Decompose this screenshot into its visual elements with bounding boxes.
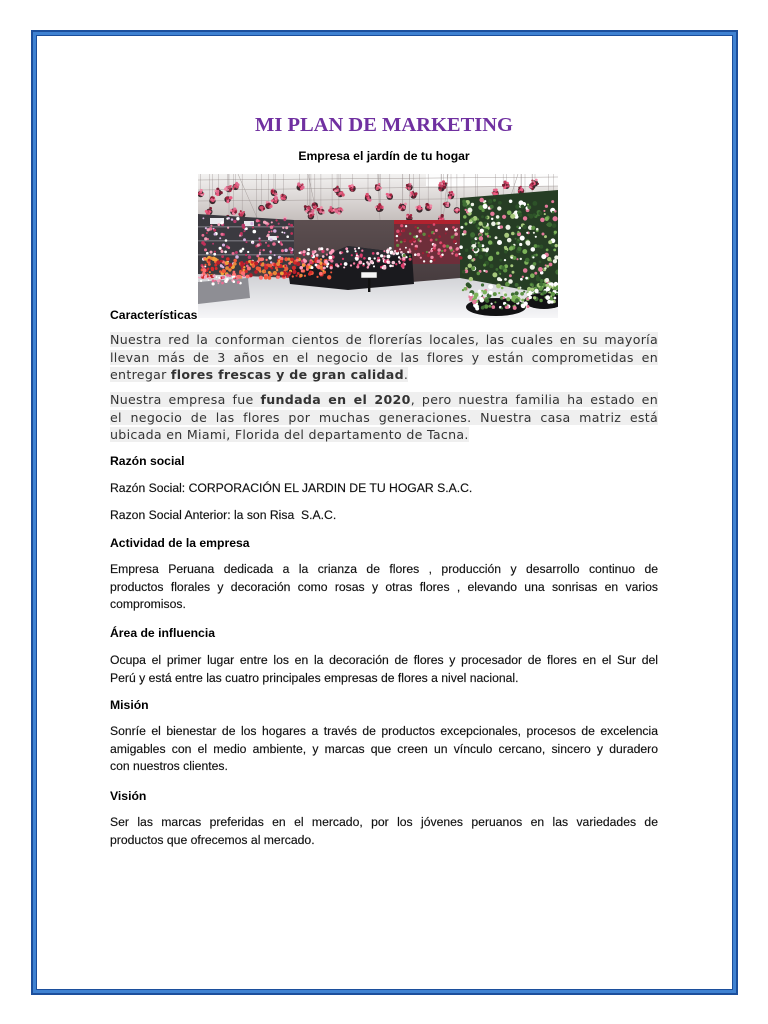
caracteristicas-paragraph-2 bbox=[110, 391, 658, 444]
paragraph-line: productos florales y decoración como rosas y otras flores , elevando una sonrisas en varios bbox=[110, 579, 658, 594]
razon-social-current: Razón Social: CORPORACIÓN EL JARDIN DE TU HOGAR S.A.C. bbox=[110, 481, 473, 495]
paragraph-line bbox=[110, 409, 658, 427]
caracteristicas-paragraph-1 bbox=[110, 331, 658, 384]
paragraph-line bbox=[110, 426, 658, 444]
section-heading-vision: Visión bbox=[110, 789, 147, 803]
paragraph-line: Perú y está entre las cuatro principales empresas de flores a nivel nacional. bbox=[110, 670, 519, 685]
paragraph-line: Ocupa el primer lugar entre los en la decoración de flores y procesador de flores en el Sur del bbox=[110, 653, 658, 667]
section-heading-area-influencia: Área de influencia bbox=[110, 626, 215, 640]
text-run: , pero nuestra familia ha estado en bbox=[410, 392, 659, 407]
bold-text-run: flores frescas y de gran calidad bbox=[170, 367, 404, 382]
paragraph-line: compromisos. bbox=[110, 597, 186, 611]
mision-paragraph bbox=[110, 723, 658, 776]
actividad-paragraph bbox=[110, 561, 658, 614]
section-heading-actividad: Actividad de la empresa bbox=[110, 536, 250, 550]
paragraph-line bbox=[110, 391, 658, 409]
text-run: . bbox=[403, 367, 409, 382]
section-heading-mision: Misión bbox=[110, 698, 149, 712]
paragraph-line: productos que ofrecemos al mercado. bbox=[110, 832, 315, 847]
page-title: MI PLAN DE MARKETING bbox=[255, 114, 513, 136]
flower-shop-photo bbox=[198, 174, 558, 318]
paragraph-line bbox=[110, 331, 658, 349]
bold-text-run: fundada en el 2020 bbox=[260, 392, 411, 407]
vision-paragraph bbox=[110, 814, 658, 849]
company-subtitle: Empresa el jardín de tu hogar bbox=[298, 149, 470, 163]
area-influencia-paragraph bbox=[110, 652, 658, 687]
text-run: Nuestra red la conforman cientos de florerías locales, las cuales en su mayoría bbox=[110, 332, 658, 347]
text-run: entregar bbox=[110, 367, 171, 382]
paragraph-line: Ser las marcas preferidas en el mercado, por los jóvenes peruanos en las variedades de bbox=[110, 815, 658, 829]
section-heading-razon-social: Razón social bbox=[110, 454, 185, 468]
text-run: el negocio de las flores por muchas generaciones. Nuestra casa matriz está bbox=[110, 409, 658, 425]
section-heading-caracteristicas: Características bbox=[110, 308, 198, 322]
paragraph-line: amigables con el medio ambiente, y marcas que creen un vínculo cercano, sincero y duradero bbox=[110, 741, 658, 756]
text-run: Nuestra empresa fue bbox=[110, 392, 261, 407]
razon-social-previous: Razon Social Anterior: la son Risa S.A.C. bbox=[110, 508, 337, 522]
text-run: llevan más de 3 años en el negocio de las flores y están comprometidas en bbox=[110, 349, 658, 365]
paragraph-line bbox=[110, 366, 658, 384]
text-run: ubicada en Miami, Florida del departamento de Tacna. bbox=[110, 427, 469, 442]
paragraph-line: Sonríe el bienestar de los hogares a través de productos excepcionales, procesos de excelencia bbox=[110, 724, 658, 738]
paragraph-line: Empresa Peruana dedicada a la crianza de flores , producción y desarrollo continuo de bbox=[110, 562, 658, 576]
paragraph-line bbox=[110, 349, 658, 367]
paragraph-line: con nuestros clientes. bbox=[110, 759, 228, 773]
